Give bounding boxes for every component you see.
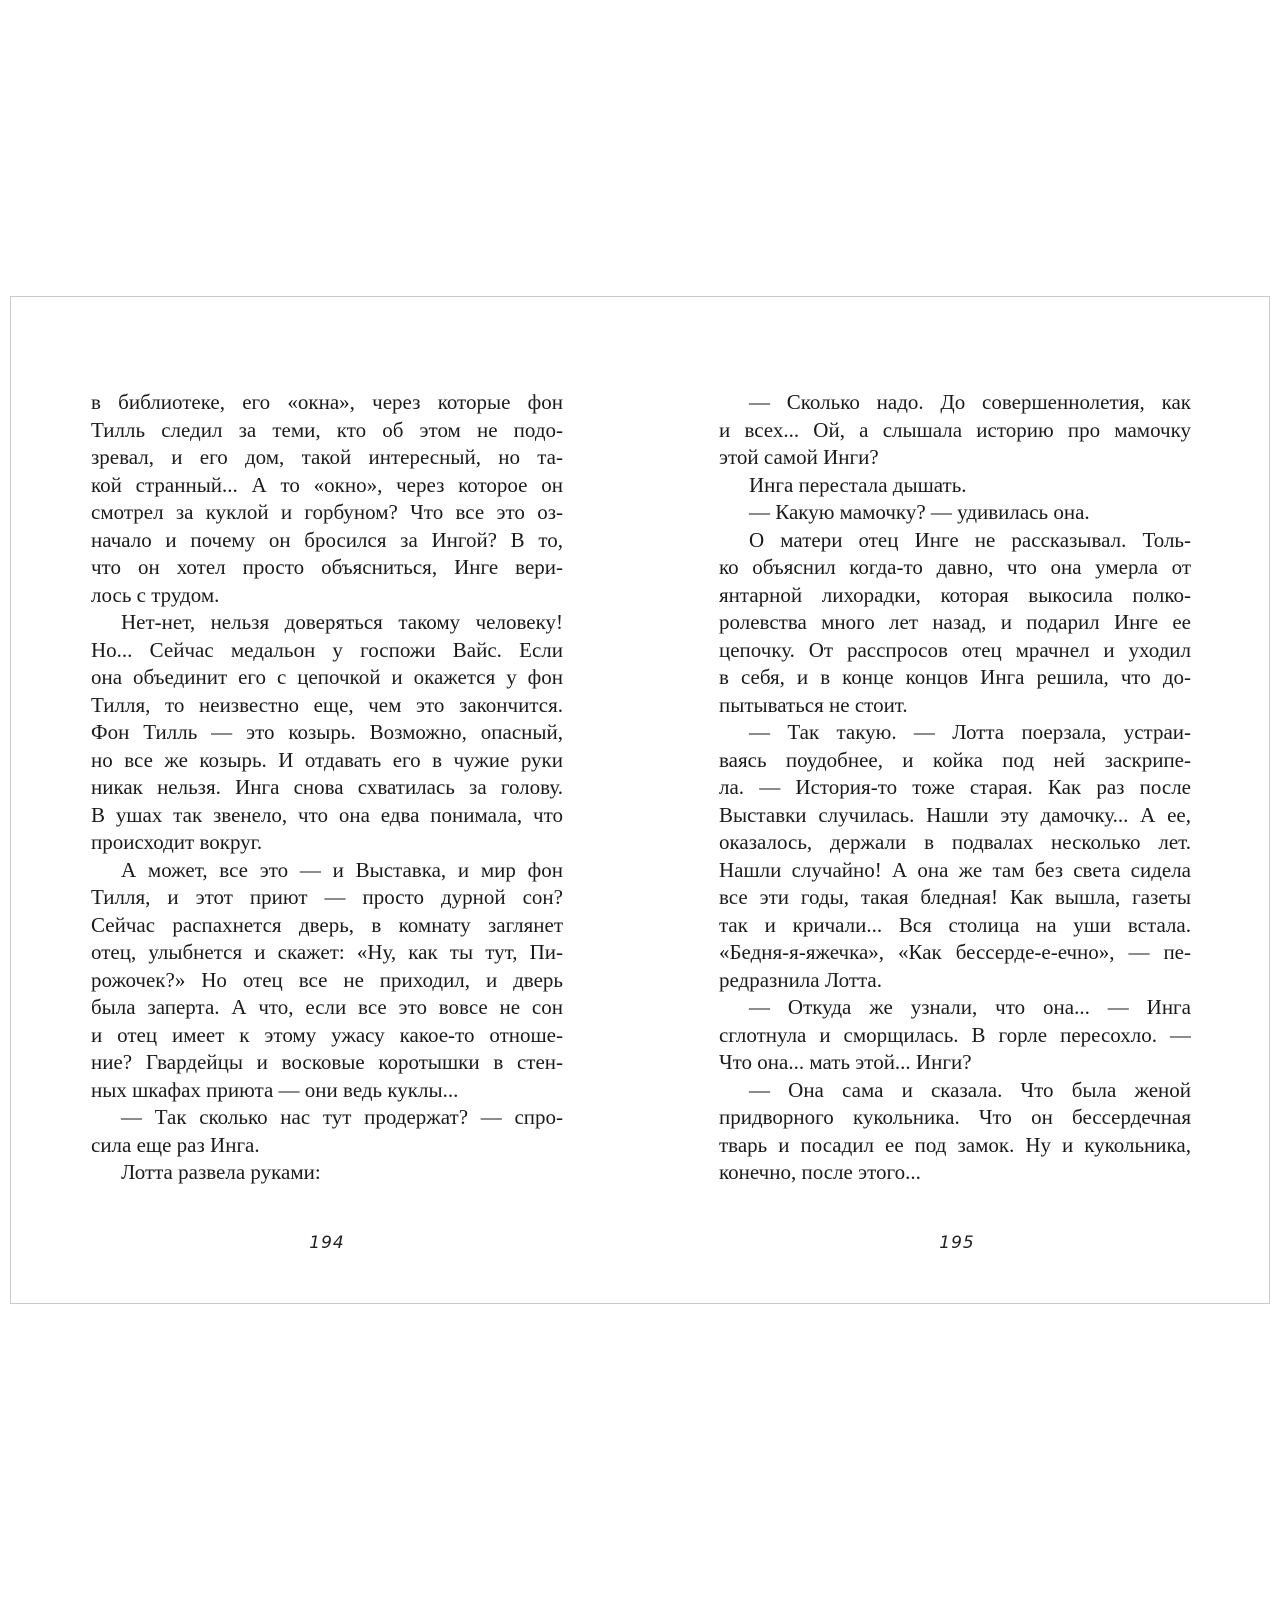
text-line: смотрел за куклой и горбуном? Что все это оз- bbox=[91, 500, 563, 524]
text-line: Но... Сейчас медальон у госпожи Вайс. Если bbox=[91, 637, 563, 662]
book-spread bbox=[10, 296, 1270, 1304]
text-line: но все же козырь. И отдавать его в чужие руки bbox=[91, 747, 563, 772]
text-line: ваясь поудобнее, и койка под ней заскрипе- bbox=[719, 747, 1191, 772]
text-line: тварь и посадил ее под замок. Ну и кукольника, bbox=[719, 1132, 1191, 1157]
text-line: А может, все это — и Выставка, и мир фон bbox=[121, 857, 563, 882]
text-line: происходит вокруг. bbox=[91, 830, 263, 854]
text-line: лось с трудом. bbox=[91, 582, 220, 607]
text-line: отец, улыбнется и скажет: «Ну, как ты тут, Пи- bbox=[91, 940, 563, 964]
text-line: ние? Гвардейцы и восковые коротышки в стен- bbox=[91, 1050, 563, 1074]
text-line: сглотнула и сморщилась. В горле пересохло. — bbox=[719, 1022, 1191, 1047]
text-line: так и кричали... Вся столица на уши встала. bbox=[719, 912, 1191, 937]
text-line: О матери отец Инге не рассказывал. Толь- bbox=[749, 527, 1191, 552]
text-line: конечно, после этого... bbox=[719, 1160, 921, 1184]
text-line: — Она сама и сказала. Что была женой bbox=[749, 1077, 1191, 1102]
text-line: придворного кукольника. Что он бессердечная bbox=[719, 1105, 1191, 1129]
text-line: Сейчас распахнется дверь, в комнату заглянет bbox=[91, 912, 563, 937]
text-line: была заперта. А что, если все это вовсе не сон bbox=[91, 995, 563, 1019]
text-line: оказалось, держали в подвалах несколько лет. bbox=[719, 830, 1191, 854]
text-line: — Сколько надо. До совершеннолетия, как bbox=[749, 390, 1191, 414]
text-line: ных шкафах приюта — они ведь куклы... bbox=[91, 1077, 459, 1102]
text-line: в библиотеке, его «окна», через которые фон bbox=[91, 390, 563, 414]
text-line: — Откуда же узнали, что она... — Инга bbox=[749, 995, 1191, 1019]
text-line: что он хотел просто объясниться, Инге вери- bbox=[91, 555, 563, 579]
text-line: цепочку. От расспросов отец мрачнел и уходил bbox=[719, 637, 1191, 662]
text-line: Инга перестала дышать. bbox=[749, 472, 967, 497]
page-number-left: 194 bbox=[309, 1233, 345, 1253]
text-line: начало и почему он бросился за Ингой? В то, bbox=[91, 527, 563, 552]
text-line: и всех... Ой, а слышала историю про мамочку bbox=[719, 417, 1191, 442]
text-line: она объединит его с цепочкой и окажется у фон bbox=[91, 665, 563, 689]
text-line: ко объяснил когда-то давно, что она умерла от bbox=[719, 555, 1191, 579]
text-line: янтарной лихорадки, которая выкосила полко- bbox=[719, 582, 1191, 607]
right-page-text bbox=[719, 389, 1191, 1187]
text-line: пытываться не стоит. bbox=[719, 692, 908, 717]
text-line: и отец имеет к этому ужасу какое-то отноше- bbox=[91, 1022, 563, 1047]
text-line: рожочек?» Но отец все не приходил, и дверь bbox=[91, 967, 563, 992]
text-line: Выставки случилась. Нашли эту дамочку... А ее, bbox=[719, 802, 1191, 827]
page-number-right: 195 bbox=[939, 1233, 975, 1253]
text-line: — Какую мамочку? — удивилась она. bbox=[749, 500, 1090, 524]
text-line: Тилля, то неизвестно еще, чем это закончится. bbox=[91, 692, 563, 717]
text-line: — Так сколько нас тут продержат? — спро- bbox=[121, 1105, 563, 1129]
text-line: в себя, и в конце концов Инга решила, что до- bbox=[719, 665, 1191, 689]
text-line: никак нельзя. Инга снова схватилась за голову. bbox=[91, 775, 563, 799]
text-line: «Бедня-я-яжечка», «Как бессерде-е-ечно», — пе- bbox=[719, 940, 1191, 964]
text-line: Что она... мать этой... Инги? bbox=[719, 1050, 972, 1074]
text-line: кой странный... А то «окно», через которое он bbox=[91, 472, 563, 497]
text-line: зревал, и его дом, такой интересный, но та- bbox=[91, 445, 563, 469]
text-line: Тилля, и этот приют — просто дурной сон? bbox=[91, 885, 563, 909]
left-page-text bbox=[91, 389, 563, 1187]
text-line: Лотта развела руками: bbox=[121, 1160, 321, 1184]
text-line: все эти годы, такая бледная! Как вышла, газеты bbox=[719, 885, 1191, 909]
text-line: этой самой Инги? bbox=[719, 445, 879, 469]
text-line: Фон Тилль — это козырь. Возможно, опасный, bbox=[91, 720, 563, 744]
text-line: — Так такую. — Лотта поерзала, устраи- bbox=[749, 720, 1191, 744]
text-line: ролевства много лет назад, и подарил Инге ее bbox=[719, 610, 1191, 634]
text-line: ла. — История-то тоже старая. Как раз после bbox=[719, 775, 1191, 799]
text-line: редразнила Лотта. bbox=[719, 967, 882, 992]
text-line: Тилль следил за теми, кто об этом не подо- bbox=[91, 417, 563, 442]
text-line: В ушах так звенело, что она едва понимала, что bbox=[91, 802, 563, 827]
text-line: Нашли случайно! А она же там без света сидела bbox=[719, 857, 1191, 882]
text-line: сила еще раз Инга. bbox=[91, 1132, 260, 1157]
text-line: Нет-нет, нельзя доверяться такому человеку! bbox=[121, 610, 563, 634]
